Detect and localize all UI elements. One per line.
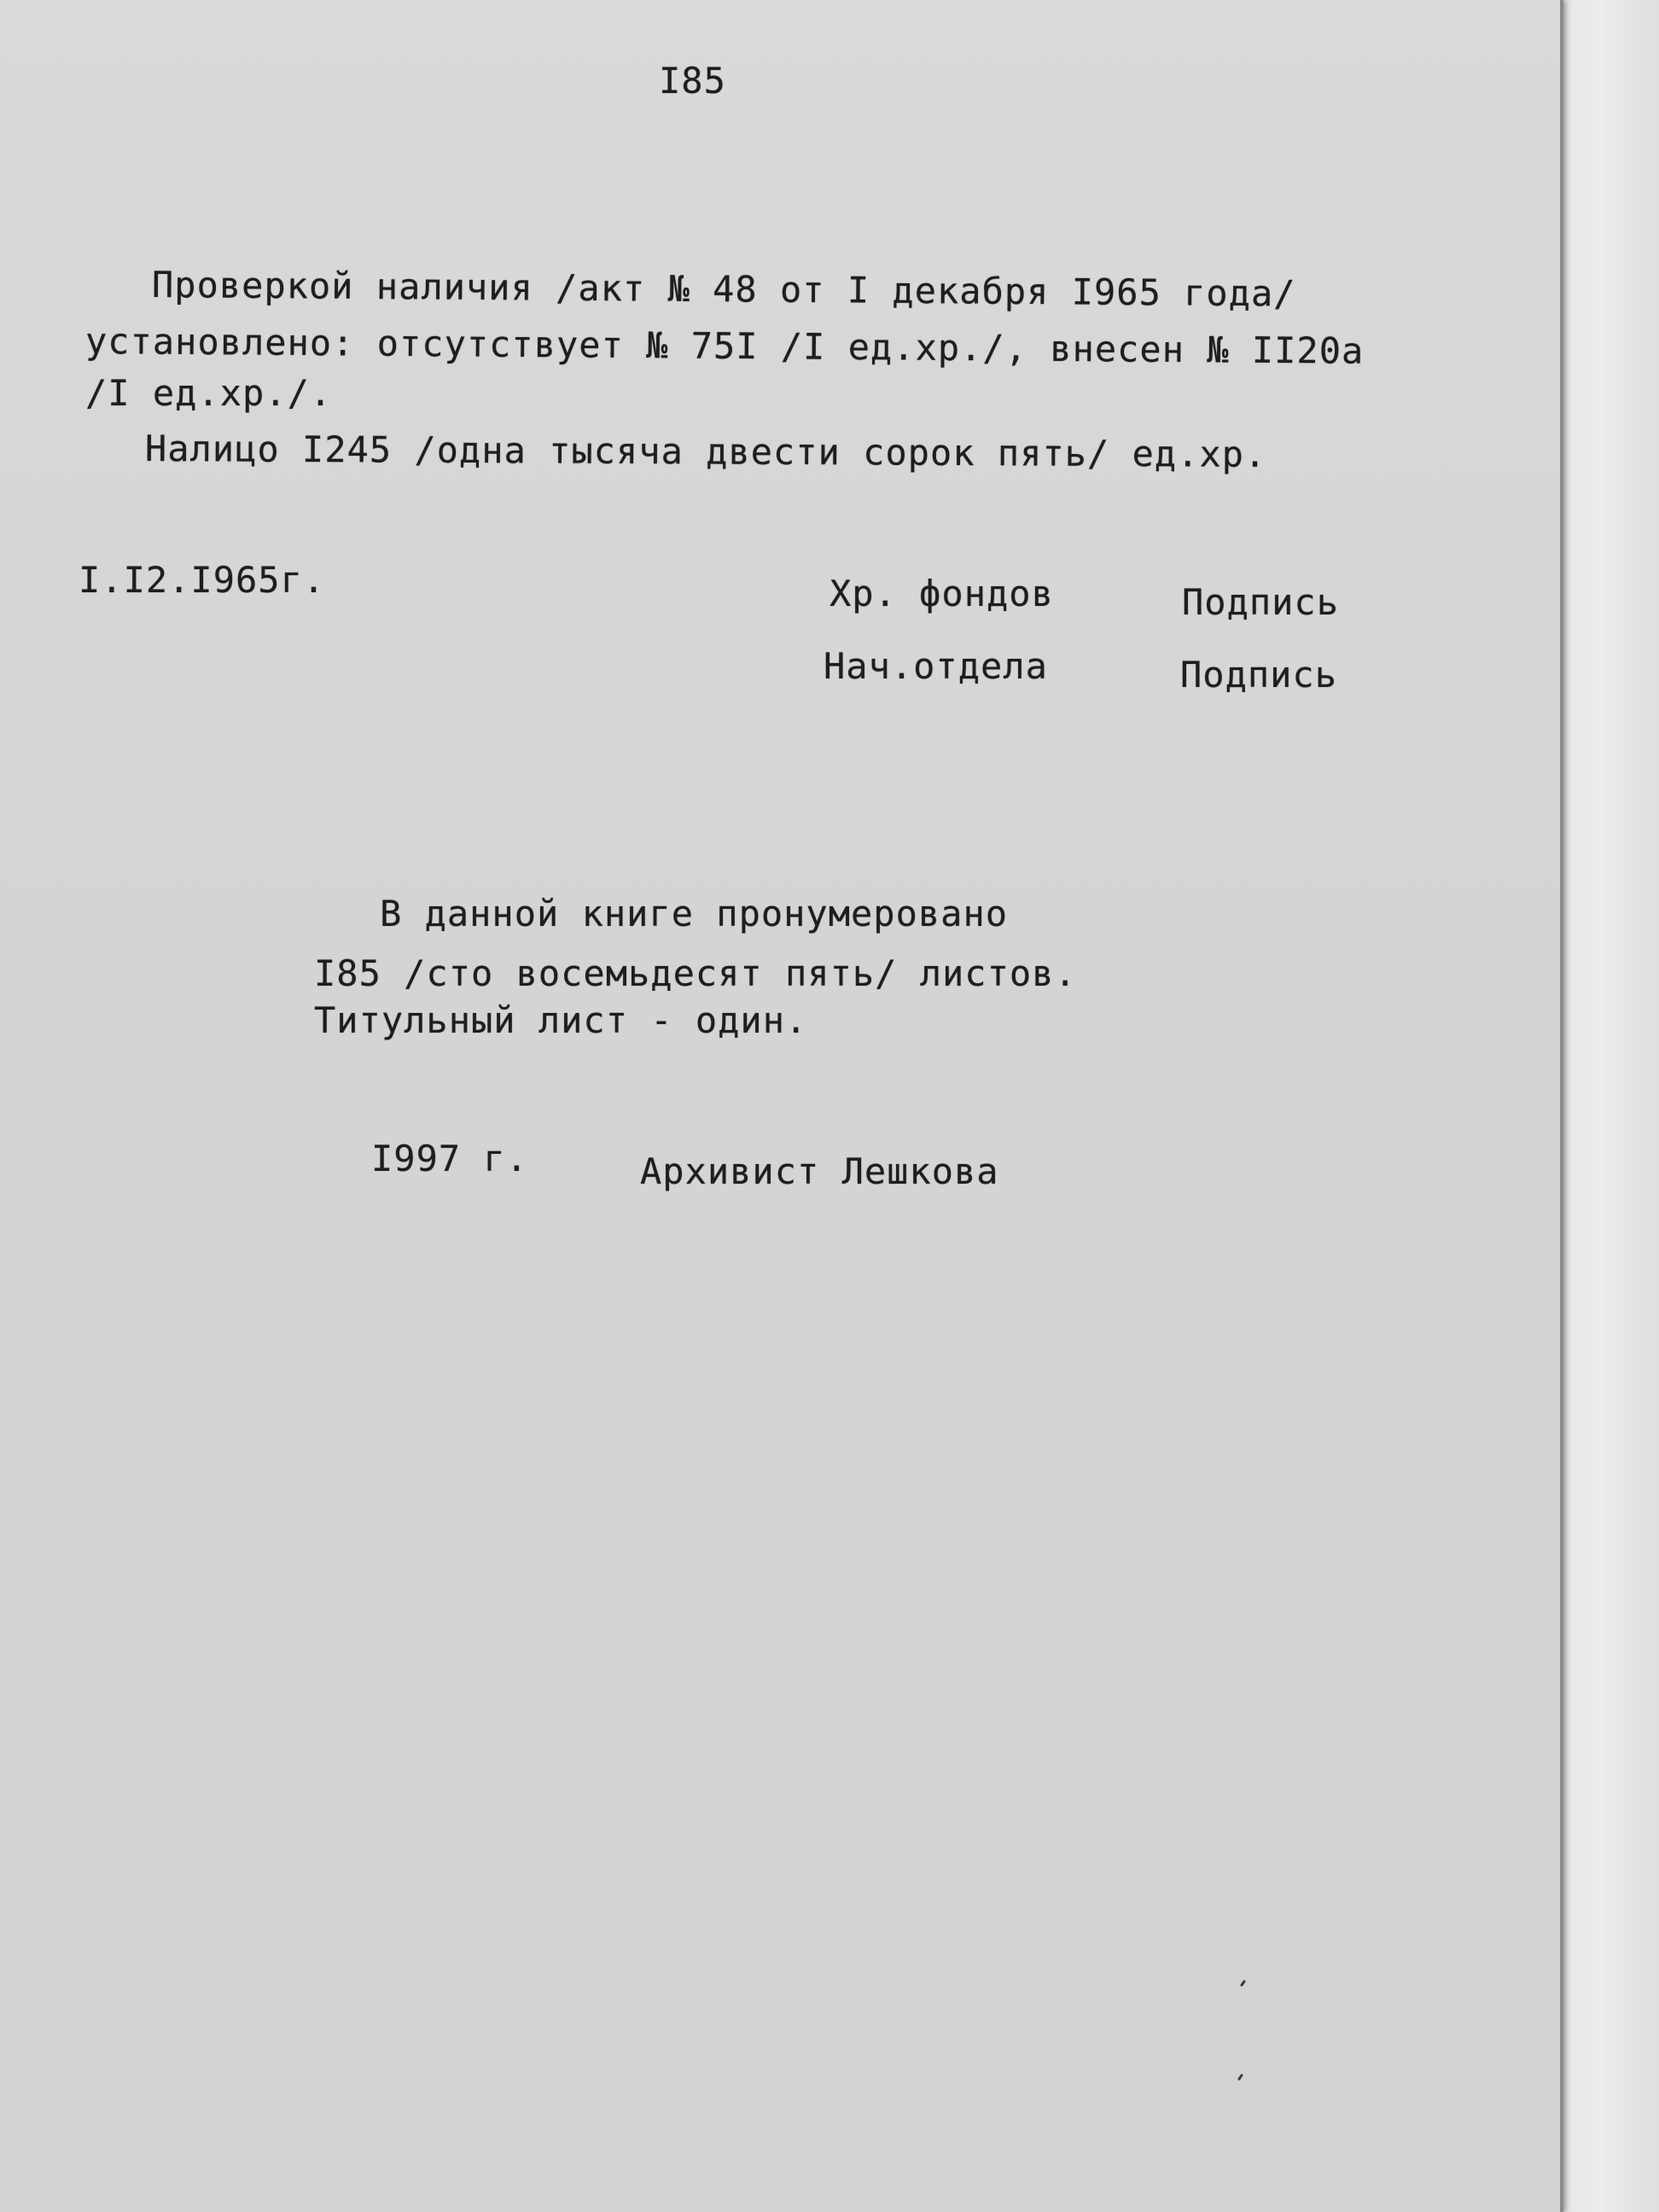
archivist-name: Архивист Лешкова (640, 1150, 999, 1192)
custodian-signature: Подпись (1182, 581, 1340, 623)
inventory-check-line-1: Проверкой наличия /акт № 48 от I декабря I965 года/ (151, 264, 1296, 315)
page-number: I85 (659, 60, 726, 102)
department-head-title: Нач.отдела (824, 645, 1048, 687)
check-date: I.I2.I965г. (79, 559, 326, 601)
certification-line-1: В данной книге пронумеровано (380, 893, 1009, 934)
certification-line-2: I85 /сто восемьдесят пять/ листов. (314, 952, 1077, 994)
inventory-check-line-2: установлено: отсутствует № 75I /I ед.хр./, внесен № II20а (84, 320, 1365, 372)
certification-year: I997 г. (371, 1138, 529, 1179)
certification-line-3: Титульный лист - один. (314, 999, 808, 1041)
paper-speck-mark (1237, 2074, 1243, 2081)
department-head-signature: Подпись (1180, 654, 1338, 696)
underlying-page (1562, 0, 1659, 2212)
custodian-title: Хр. фондов (830, 573, 1054, 614)
page-edge-shadow (1560, 0, 1563, 2212)
paper-speck-mark (1240, 1980, 1246, 1987)
available-count-line: Налицо I245 /одна тысяча двести сорок пять/ ед.хр. (144, 428, 1267, 475)
inventory-check-line-3: /I ед.хр./. (85, 372, 333, 414)
